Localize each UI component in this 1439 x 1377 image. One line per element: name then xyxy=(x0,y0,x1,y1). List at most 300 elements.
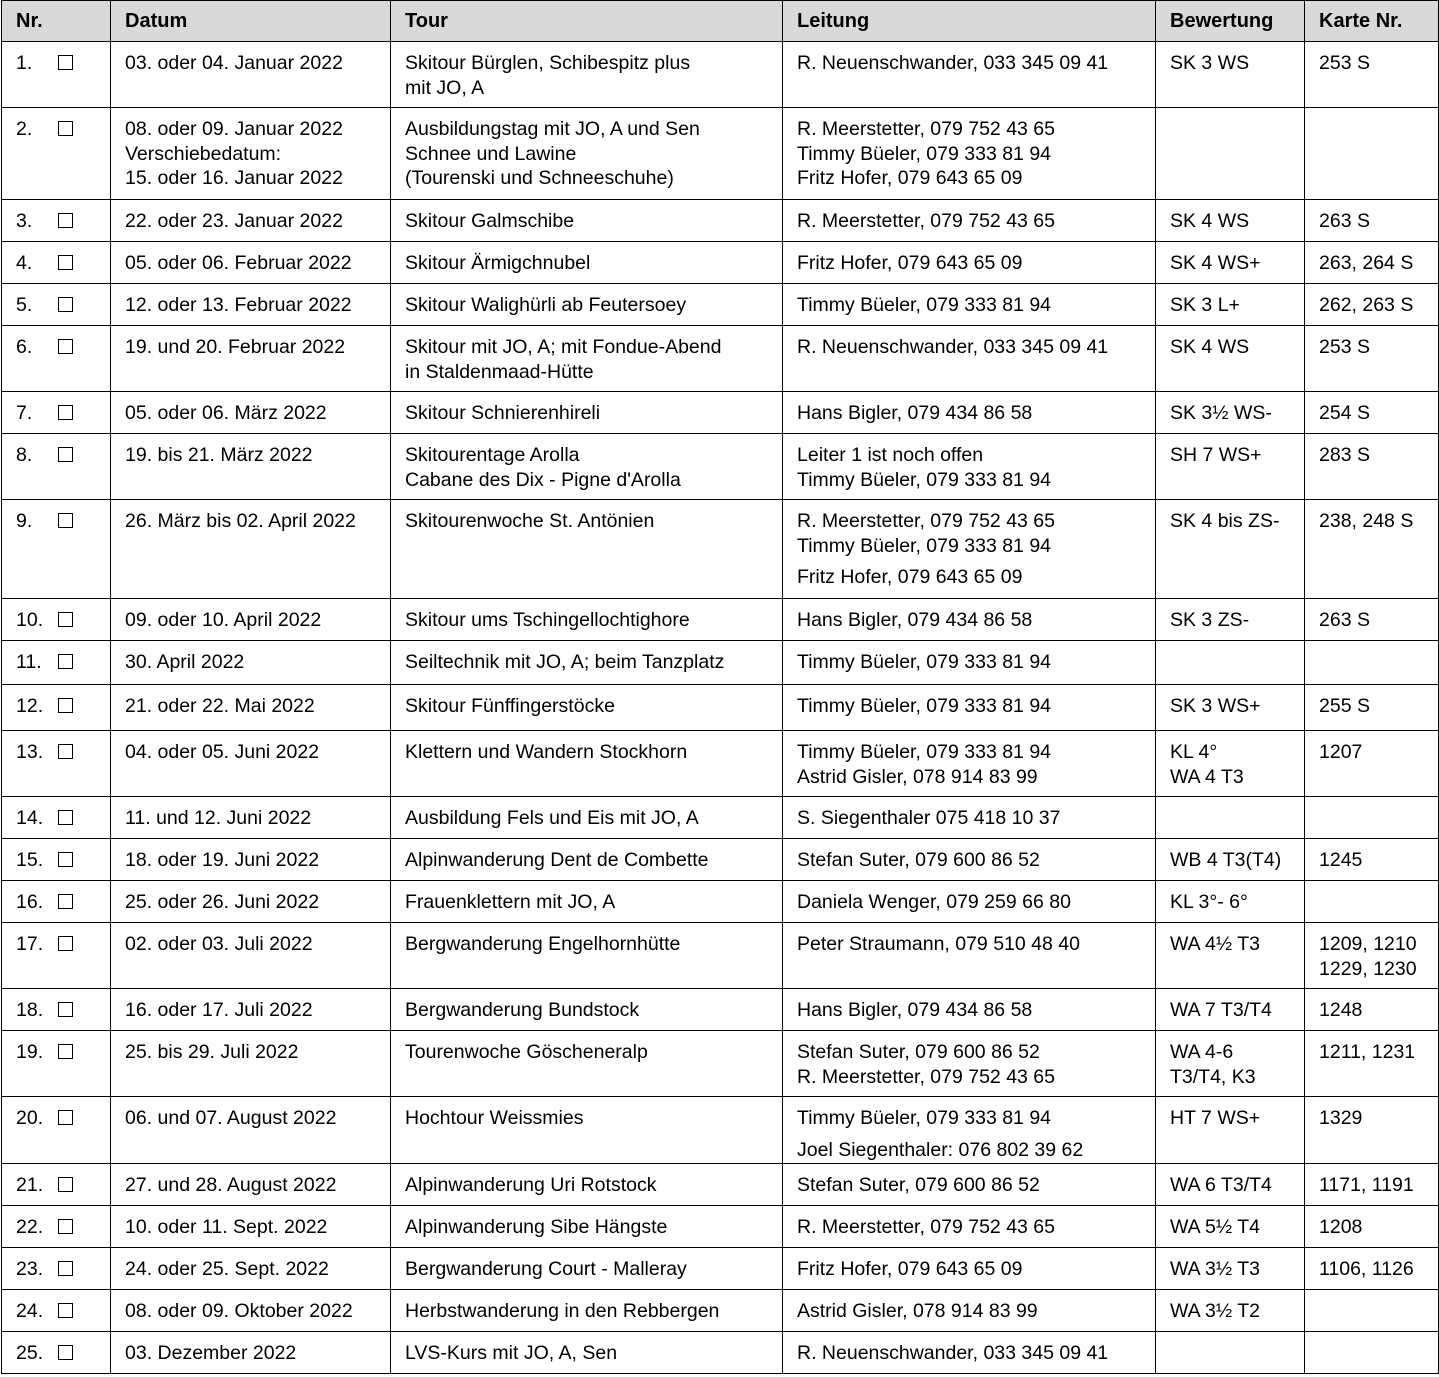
bewertung-line: KL 3°- 6° xyxy=(1170,891,1248,913)
cell-bewertung xyxy=(1156,989,1305,1031)
cell-karte xyxy=(1305,1248,1439,1290)
cell-leitung xyxy=(783,284,1156,326)
row-number: 17. xyxy=(16,933,44,955)
cell-tour xyxy=(391,42,783,108)
datum-line: 15. oder 16. Januar 2022 xyxy=(125,167,343,189)
leitung-line: R. Neuenschwander, 033 345 09 41 xyxy=(797,1342,1109,1364)
cell-bewertung xyxy=(1156,797,1305,839)
leitung-line: Timmy Büeler, 079 333 81 94 xyxy=(797,651,1052,673)
row-checkbox[interactable] xyxy=(58,612,73,627)
cell-leitung xyxy=(783,42,1156,108)
cell-datum xyxy=(111,326,391,392)
karte-line: 253 S xyxy=(1319,52,1370,74)
tour-table-body xyxy=(2,42,1439,1374)
cell-datum xyxy=(111,242,391,284)
row-number: 19. xyxy=(16,1041,44,1063)
karte-line: 263 S xyxy=(1319,609,1370,631)
cell-nr xyxy=(2,200,111,242)
tour-line: Skitour Walighürli ab Feutersoey xyxy=(405,294,687,316)
cell-bewertung xyxy=(1156,1206,1305,1248)
leitung-line: Fritz Hofer, 079 643 65 09 xyxy=(797,1258,1023,1280)
leitung-line: R. Meerstetter, 079 752 43 65 xyxy=(797,510,1055,532)
tour-line: Ausbildung Fels und Eis mit JO, A xyxy=(405,807,699,829)
cell-nr xyxy=(2,1164,111,1206)
bewertung-line: SK 3½ WS- xyxy=(1170,402,1272,424)
cell-datum xyxy=(111,731,391,797)
cell-bewertung xyxy=(1156,500,1305,599)
tour-line: Skitour Fünffingerstöcke xyxy=(405,695,615,717)
cell-tour xyxy=(391,284,783,326)
cell-leitung xyxy=(783,923,1156,989)
cell-nr xyxy=(2,1031,111,1097)
cell-leitung xyxy=(783,1290,1156,1332)
cell-karte xyxy=(1305,200,1439,242)
leitung-line: Daniela Wenger, 079 259 66 80 xyxy=(797,891,1071,913)
cell-tour xyxy=(391,839,783,881)
row-checkbox[interactable] xyxy=(58,852,73,867)
row-number: 14. xyxy=(16,807,44,829)
tour-line: Alpinwanderung Sibe Hängste xyxy=(405,1216,668,1238)
row-checkbox[interactable] xyxy=(58,255,73,270)
cell-karte xyxy=(1305,881,1439,923)
cell-bewertung xyxy=(1156,685,1305,731)
datum-line: 21. oder 22. Mai 2022 xyxy=(125,695,315,717)
cell-datum xyxy=(111,434,391,500)
tour-line: Ausbildungstag mit JO, A und Sen xyxy=(405,118,700,140)
cell-bewertung xyxy=(1156,1164,1305,1206)
datum-line: 09. oder 10. April 2022 xyxy=(125,609,322,631)
cell-karte xyxy=(1305,108,1439,200)
cell-karte xyxy=(1305,731,1439,797)
table-row xyxy=(2,108,1439,200)
karte-line: 1208 xyxy=(1319,1216,1363,1238)
cell-nr xyxy=(2,1290,111,1332)
cell-bewertung xyxy=(1156,599,1305,641)
cell-leitung xyxy=(783,1332,1156,1374)
cell-tour xyxy=(391,1097,783,1164)
cell-nr xyxy=(2,923,111,989)
cell-tour xyxy=(391,434,783,500)
datum-line: 26. März bis 02. April 2022 xyxy=(125,510,356,532)
leitung-line: R. Meerstetter, 079 752 43 65 xyxy=(797,1216,1055,1238)
table-row xyxy=(2,1206,1439,1248)
row-number: 9. xyxy=(16,510,33,532)
cell-karte xyxy=(1305,434,1439,500)
datum-line: 24. oder 25. Sept. 2022 xyxy=(125,1258,329,1280)
row-number: 18. xyxy=(16,999,44,1021)
tour-line: Skitour Galmschibe xyxy=(405,210,575,232)
cell-leitung xyxy=(783,392,1156,434)
tour-line: Skitour mit JO, A; mit Fondue-Abend xyxy=(405,336,722,358)
tour-line: Skitour ums Tschingellochtighore xyxy=(405,609,690,631)
cell-karte xyxy=(1305,989,1439,1031)
row-number: 7. xyxy=(16,402,33,424)
row-checkbox[interactable] xyxy=(58,513,73,528)
datum-line: 06. und 07. August 2022 xyxy=(125,1107,337,1129)
tour-line: Bergwanderung Bundstock xyxy=(405,999,640,1021)
datum-line: 05. oder 06. März 2022 xyxy=(125,402,327,424)
leitung-line: Fritz Hofer, 079 643 65 09 xyxy=(797,167,1023,189)
cell-datum xyxy=(111,881,391,923)
karte-line: 1207 xyxy=(1319,741,1363,763)
cell-bewertung xyxy=(1156,42,1305,108)
tour-line: Herbstwanderung in den Rebbergen xyxy=(405,1300,720,1322)
cell-tour xyxy=(391,989,783,1031)
cell-tour xyxy=(391,1164,783,1206)
cell-datum xyxy=(111,1097,391,1164)
cell-nr xyxy=(2,500,111,599)
bewertung-line: WA 5½ T4 xyxy=(1170,1216,1260,1238)
tour-line: Skitourenwoche St. Antönien xyxy=(405,510,655,532)
tour-line: Hochtour Weissmies xyxy=(405,1107,584,1129)
cell-karte xyxy=(1305,1164,1439,1206)
row-number: 13. xyxy=(16,741,44,763)
bewertung-line: SK 3 ZS- xyxy=(1170,609,1250,631)
cell-leitung xyxy=(783,731,1156,797)
bewertung-line: T3/T4, K3 xyxy=(1170,1065,1256,1088)
row-checkbox[interactable] xyxy=(58,447,73,462)
table-row xyxy=(2,434,1439,500)
bewertung-line: SK 4 bis ZS- xyxy=(1170,510,1280,532)
datum-line: 25. oder 26. Juni 2022 xyxy=(125,891,320,913)
cell-bewertung xyxy=(1156,284,1305,326)
row-number: 1. xyxy=(16,52,33,74)
cell-datum xyxy=(111,599,391,641)
cell-karte xyxy=(1305,641,1439,685)
datum-line: 08. oder 09. Oktober 2022 xyxy=(125,1300,353,1322)
datum-line: 19. bis 21. März 2022 xyxy=(125,444,313,466)
row-checkbox[interactable] xyxy=(58,1345,73,1360)
cell-nr xyxy=(2,242,111,284)
leitung-line: Stefan Suter, 079 600 86 52 xyxy=(797,849,1040,871)
bewertung-line: SK 3 WS+ xyxy=(1170,695,1261,717)
leitung-line: R. Neuenschwander, 033 345 09 41 xyxy=(797,336,1109,358)
cell-datum xyxy=(111,108,391,200)
datum-line: 12. oder 13. Februar 2022 xyxy=(125,294,352,316)
row-number: 11. xyxy=(16,651,42,673)
tour-line: Skitour Schnierenhireli xyxy=(405,402,601,424)
leitung-line: R. Meerstetter, 079 752 43 65 xyxy=(797,1065,1055,1088)
table-row xyxy=(2,685,1439,731)
tour-line: Skitourentage Arolla xyxy=(405,444,580,466)
leitung-line: Hans Bigler, 079 434 86 58 xyxy=(797,999,1033,1021)
bewertung-line: SK 4 WS+ xyxy=(1170,252,1261,274)
cell-datum xyxy=(111,641,391,685)
cell-nr xyxy=(2,108,111,200)
cell-nr xyxy=(2,284,111,326)
datum-line: 27. und 28. August 2022 xyxy=(125,1174,337,1196)
cell-karte xyxy=(1305,599,1439,641)
table-row xyxy=(2,839,1439,881)
row-number: 15. xyxy=(16,849,44,871)
table-row xyxy=(2,599,1439,641)
cell-bewertung xyxy=(1156,839,1305,881)
cell-tour xyxy=(391,685,783,731)
cell-nr xyxy=(2,392,111,434)
cell-datum xyxy=(111,284,391,326)
cell-tour xyxy=(391,599,783,641)
bewertung-line: WA 4 T3 xyxy=(1170,765,1244,788)
datum-line: 22. oder 23. Januar 2022 xyxy=(125,210,343,232)
table-row xyxy=(2,923,1439,989)
cell-tour xyxy=(391,1206,783,1248)
row-checkbox[interactable] xyxy=(58,213,73,228)
cell-leitung xyxy=(783,881,1156,923)
bewertung-line: WB 4 T3(T4) xyxy=(1170,849,1282,871)
row-checkbox[interactable] xyxy=(58,936,73,951)
cell-tour xyxy=(391,108,783,200)
datum-line: 16. oder 17. Juli 2022 xyxy=(125,999,313,1021)
cell-tour xyxy=(391,200,783,242)
row-checkbox[interactable] xyxy=(58,121,73,136)
leitung-line: Timmy Büeler, 079 333 81 94 xyxy=(797,741,1052,763)
bewertung-line: HT 7 WS+ xyxy=(1170,1107,1261,1129)
header-leitung: Leitung xyxy=(783,1,1156,42)
karte-line: 1248 xyxy=(1319,999,1363,1021)
table-row xyxy=(2,1097,1439,1164)
leitung-line: Stefan Suter, 079 600 86 52 xyxy=(797,1041,1040,1063)
tour-line: Schnee und Lawine xyxy=(405,142,577,165)
cell-tour xyxy=(391,326,783,392)
cell-leitung xyxy=(783,685,1156,731)
cell-datum xyxy=(111,923,391,989)
table-row xyxy=(2,641,1439,685)
datum-line: 03. oder 04. Januar 2022 xyxy=(125,52,343,74)
cell-nr xyxy=(2,1332,111,1374)
cell-leitung xyxy=(783,839,1156,881)
cell-datum xyxy=(111,1164,391,1206)
tour-line: mit JO, A xyxy=(405,76,485,99)
cell-karte xyxy=(1305,685,1439,731)
cell-bewertung xyxy=(1156,923,1305,989)
row-checkbox[interactable] xyxy=(58,1002,73,1017)
row-checkbox[interactable] xyxy=(58,1219,73,1234)
leitung-line: Fritz Hofer, 079 643 65 09 xyxy=(797,566,1023,588)
cell-leitung xyxy=(783,989,1156,1031)
row-checkbox[interactable] xyxy=(58,654,73,669)
cell-nr xyxy=(2,881,111,923)
leitung-line: Stefan Suter, 079 600 86 52 xyxy=(797,1174,1040,1196)
header-bewertung: Bewertung xyxy=(1156,1,1305,42)
row-number: 22. xyxy=(16,1216,44,1238)
cell-leitung xyxy=(783,599,1156,641)
cell-datum xyxy=(111,1290,391,1332)
cell-tour xyxy=(391,1332,783,1374)
karte-line: 238, 248 S xyxy=(1319,510,1414,532)
bewertung-line: SK 3 L+ xyxy=(1170,294,1240,316)
cell-leitung xyxy=(783,1206,1156,1248)
cell-leitung xyxy=(783,1097,1156,1164)
row-checkbox[interactable] xyxy=(58,1261,73,1276)
table-row xyxy=(2,1164,1439,1206)
cell-bewertung xyxy=(1156,881,1305,923)
row-number: 16. xyxy=(16,891,44,913)
tour-line: LVS-Kurs mit JO, A, Sen xyxy=(405,1342,618,1364)
cell-bewertung xyxy=(1156,1332,1305,1374)
cell-nr xyxy=(2,989,111,1031)
row-checkbox[interactable] xyxy=(58,405,73,420)
bewertung-line: WA 4-6 xyxy=(1170,1041,1234,1063)
row-checkbox[interactable] xyxy=(58,810,73,825)
cell-tour xyxy=(391,392,783,434)
table-row xyxy=(2,1248,1439,1290)
tour-line: Klettern und Wandern Stockhorn xyxy=(405,741,688,763)
leitung-line: Joel Siegenthaler: 076 802 39 62 xyxy=(797,1138,1084,1161)
cell-leitung xyxy=(783,1248,1156,1290)
tour-line: (Tourenski und Schneeschuhe) xyxy=(405,167,674,189)
cell-bewertung xyxy=(1156,326,1305,392)
karte-line: 283 S xyxy=(1319,444,1370,466)
cell-datum xyxy=(111,839,391,881)
row-checkbox[interactable] xyxy=(58,698,73,713)
tour-line: Alpinwanderung Uri Rotstock xyxy=(405,1174,657,1196)
row-checkbox[interactable] xyxy=(58,55,73,70)
cell-datum xyxy=(111,685,391,731)
cell-nr xyxy=(2,1206,111,1248)
datum-line: Verschiebedatum: xyxy=(125,142,282,165)
cell-tour xyxy=(391,1031,783,1097)
cell-karte xyxy=(1305,500,1439,599)
datum-line: 10. oder 11. Sept. 2022 xyxy=(125,1216,328,1238)
table-row xyxy=(2,989,1439,1031)
row-number: 25. xyxy=(16,1342,44,1364)
cell-karte xyxy=(1305,1290,1439,1332)
cell-karte xyxy=(1305,1097,1439,1164)
leitung-line: Fritz Hofer, 079 643 65 09 xyxy=(797,252,1023,274)
leitung-line: R. Meerstetter, 079 752 43 65 xyxy=(797,210,1055,232)
cell-datum xyxy=(111,500,391,599)
row-number: 8. xyxy=(16,444,33,466)
karte-line: 1245 xyxy=(1319,849,1363,871)
cell-nr xyxy=(2,1097,111,1164)
row-checkbox[interactable] xyxy=(58,339,73,354)
row-number: 12. xyxy=(16,695,44,717)
cell-leitung xyxy=(783,242,1156,284)
bewertung-line: WA 3½ T2 xyxy=(1170,1300,1260,1322)
row-checkbox[interactable] xyxy=(58,1044,73,1059)
leitung-line: Peter Straumann, 079 510 48 40 xyxy=(797,933,1080,955)
row-number: 5. xyxy=(16,294,33,316)
tour-line: Tourenwoche Göscheneralp xyxy=(405,1041,648,1063)
cell-karte xyxy=(1305,1332,1439,1374)
karte-line: 1171, 1191 xyxy=(1319,1174,1414,1196)
table-row xyxy=(2,326,1439,392)
cell-leitung xyxy=(783,797,1156,839)
cell-leitung xyxy=(783,1164,1156,1206)
row-number: 4. xyxy=(16,252,33,274)
cell-bewertung xyxy=(1156,1031,1305,1097)
karte-line: 1229, 1230 xyxy=(1319,957,1417,980)
row-checkbox[interactable] xyxy=(58,1303,73,1318)
table-row xyxy=(2,1031,1439,1097)
row-number: 3. xyxy=(16,210,33,232)
tour-line: Bergwanderung Engelhornhütte xyxy=(405,933,681,955)
tour-line: Skitour Ärmigchnubel xyxy=(405,252,591,274)
bewertung-line: WA 7 T3/T4 xyxy=(1170,999,1272,1021)
header-nr: Nr. xyxy=(2,1,111,42)
row-checkbox[interactable] xyxy=(58,297,73,312)
row-number: 6. xyxy=(16,336,33,358)
leitung-line: Timmy Büeler, 079 333 81 94 xyxy=(797,695,1052,717)
cell-bewertung xyxy=(1156,108,1305,200)
datum-line: 18. oder 19. Juni 2022 xyxy=(125,849,320,871)
table-row xyxy=(2,200,1439,242)
header-datum: Datum xyxy=(111,1,391,42)
cell-tour xyxy=(391,500,783,599)
cell-datum xyxy=(111,797,391,839)
cell-nr xyxy=(2,599,111,641)
tour-line: Skitour Bürglen, Schibespitz plus xyxy=(405,52,691,74)
cell-datum xyxy=(111,1031,391,1097)
karte-line: 255 S xyxy=(1319,695,1370,717)
cell-leitung xyxy=(783,1031,1156,1097)
tour-line: in Staldenmaad-Hütte xyxy=(405,360,594,383)
bewertung-line: WA 6 T3/T4 xyxy=(1170,1174,1272,1196)
cell-bewertung xyxy=(1156,200,1305,242)
cell-karte xyxy=(1305,242,1439,284)
table-row xyxy=(2,500,1439,599)
datum-line: 11. und 12. Juni 2022 xyxy=(125,807,312,829)
cell-bewertung xyxy=(1156,641,1305,685)
bewertung-line: WA 4½ T3 xyxy=(1170,933,1260,955)
karte-line: 1211, 1231 xyxy=(1319,1041,1416,1063)
row-checkbox[interactable] xyxy=(58,1110,73,1125)
row-checkbox[interactable] xyxy=(58,894,73,909)
bewertung-line: SK 4 WS xyxy=(1170,210,1250,232)
tour-line: Cabane des Dix - Pigne d'Arolla xyxy=(405,468,681,491)
leitung-line: R. Neuenschwander, 033 345 09 41 xyxy=(797,52,1109,74)
datum-line: 19. und 20. Februar 2022 xyxy=(125,336,346,358)
cell-nr xyxy=(2,1248,111,1290)
cell-karte xyxy=(1305,284,1439,326)
cell-bewertung xyxy=(1156,1248,1305,1290)
cell-karte xyxy=(1305,326,1439,392)
cell-tour xyxy=(391,1290,783,1332)
datum-line: 25. bis 29. Juli 2022 xyxy=(125,1041,299,1063)
cell-leitung xyxy=(783,326,1156,392)
table-row xyxy=(2,1290,1439,1332)
cell-tour xyxy=(391,242,783,284)
header-karte: Karte Nr. xyxy=(1305,1,1439,42)
row-number: 20. xyxy=(16,1107,44,1129)
tour-line: Alpinwanderung Dent de Combette xyxy=(405,849,709,871)
cell-karte xyxy=(1305,923,1439,989)
table-row xyxy=(2,731,1439,797)
tour-line: Seiltechnik mit JO, A; beim Tanzplatz xyxy=(405,651,725,673)
leitung-line: Timmy Büeler, 079 333 81 94 xyxy=(797,534,1052,557)
cell-tour xyxy=(391,797,783,839)
leitung-line: Leiter 1 ist noch offen xyxy=(797,444,984,466)
leitung-line: Timmy Büeler, 079 333 81 94 xyxy=(797,142,1052,165)
datum-line: 08. oder 09. Januar 2022 xyxy=(125,118,343,140)
bewertung-line: SK 4 WS xyxy=(1170,336,1250,358)
leitung-line: Timmy Büeler, 079 333 81 94 xyxy=(797,1107,1052,1129)
cell-datum xyxy=(111,1248,391,1290)
row-checkbox[interactable] xyxy=(58,744,73,759)
cell-karte xyxy=(1305,42,1439,108)
table-row xyxy=(2,881,1439,923)
leitung-line: Hans Bigler, 079 434 86 58 xyxy=(797,402,1033,424)
cell-karte xyxy=(1305,1031,1439,1097)
karte-line: 253 S xyxy=(1319,336,1370,358)
header-tour: Tour xyxy=(391,1,783,42)
tour-line: Bergwanderung Court - Malleray xyxy=(405,1258,687,1280)
row-checkbox[interactable] xyxy=(58,1177,73,1192)
row-number: 24. xyxy=(16,1300,44,1322)
row-number: 21. xyxy=(16,1174,44,1196)
datum-line: 02. oder 03. Juli 2022 xyxy=(125,933,313,955)
cell-leitung xyxy=(783,500,1156,599)
